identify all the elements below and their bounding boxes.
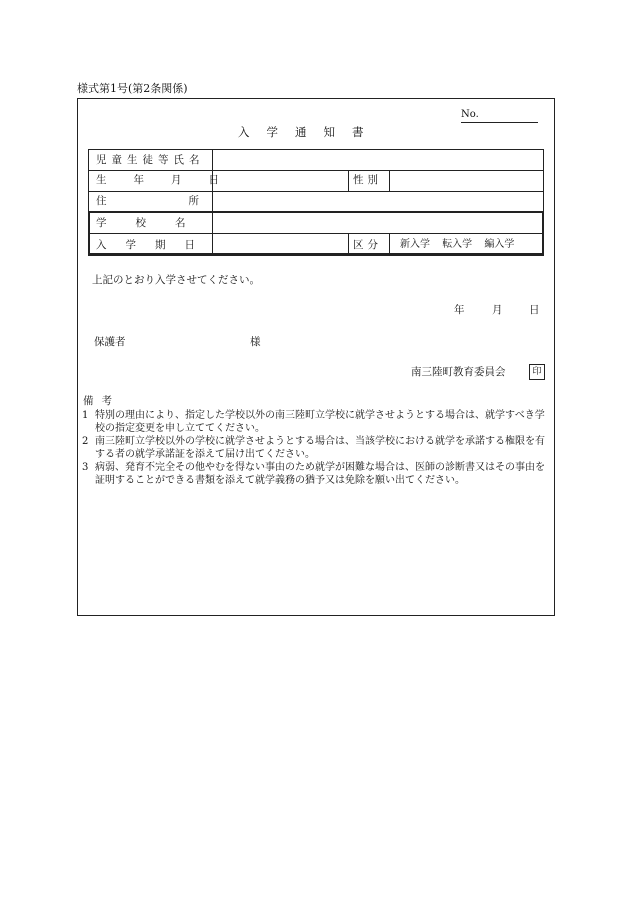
student-information-table: [88, 149, 544, 255]
remark-item: [82, 435, 550, 461]
remark-item: [82, 461, 550, 487]
birth-date-label: 生年月日: [96, 174, 246, 186]
month-label: 月: [492, 304, 503, 316]
document-title: 入学通知書: [238, 125, 381, 139]
remark-text: 南三陸町立学校以外の学校に就学させようとする場合は、当該学校における就学を承諾する権限を有する者の就学承諾証を添えて届け出てください。: [95, 436, 545, 460]
document-number-field: No.: [461, 109, 538, 123]
seal-icon: 印: [529, 364, 545, 380]
school-name-label: 学校名: [96, 217, 215, 229]
remark-item: [82, 409, 550, 435]
remarks-title: 備考: [83, 395, 120, 407]
address-label: 住所: [96, 195, 281, 207]
issuer-line: [411, 364, 547, 382]
issuer-name: 南三陸町教育委員会: [411, 366, 506, 378]
remark-text: 病弱、発育不完全その他やむを得ない事由のため就学が困難な場合は、医師の診断書又はその事由を証明することができる書類を添えて就学義務の猶予又は免除を願い出てください。: [95, 462, 545, 486]
guardian-label: 保護者: [94, 336, 126, 348]
admission-notice-frame: [77, 98, 555, 616]
category-options: [400, 238, 523, 252]
remark-number: 2: [82, 436, 89, 447]
honorific-label: 様: [250, 336, 261, 348]
remarks-list: [82, 409, 550, 487]
student-name-label: 児童生徒等氏名: [96, 154, 205, 166]
year-label: 年: [454, 304, 465, 316]
new-admission-option: 新入学: [400, 239, 430, 250]
form-label: 様式第1号(第2条関係): [77, 82, 188, 95]
remark-number: 1: [82, 410, 89, 421]
enrollment-period-label: 入学期日: [96, 239, 214, 251]
gender-label: 性別: [353, 174, 382, 186]
transfer-admission-option: 転入学: [442, 239, 473, 250]
remark-number: 3: [82, 462, 89, 473]
admission-notice-text: 上記のとおり入学させてください。: [92, 274, 260, 286]
remark-text: 特別の理由により、指定した学校以外の南三陸町立学校に就学させようとする場合は、就学すべき学校の指定変更を申し立ててください。: [95, 410, 545, 434]
day-label: 日: [529, 304, 540, 316]
category-label: 区分: [353, 239, 382, 251]
readmission-option: 編入学: [484, 239, 515, 250]
